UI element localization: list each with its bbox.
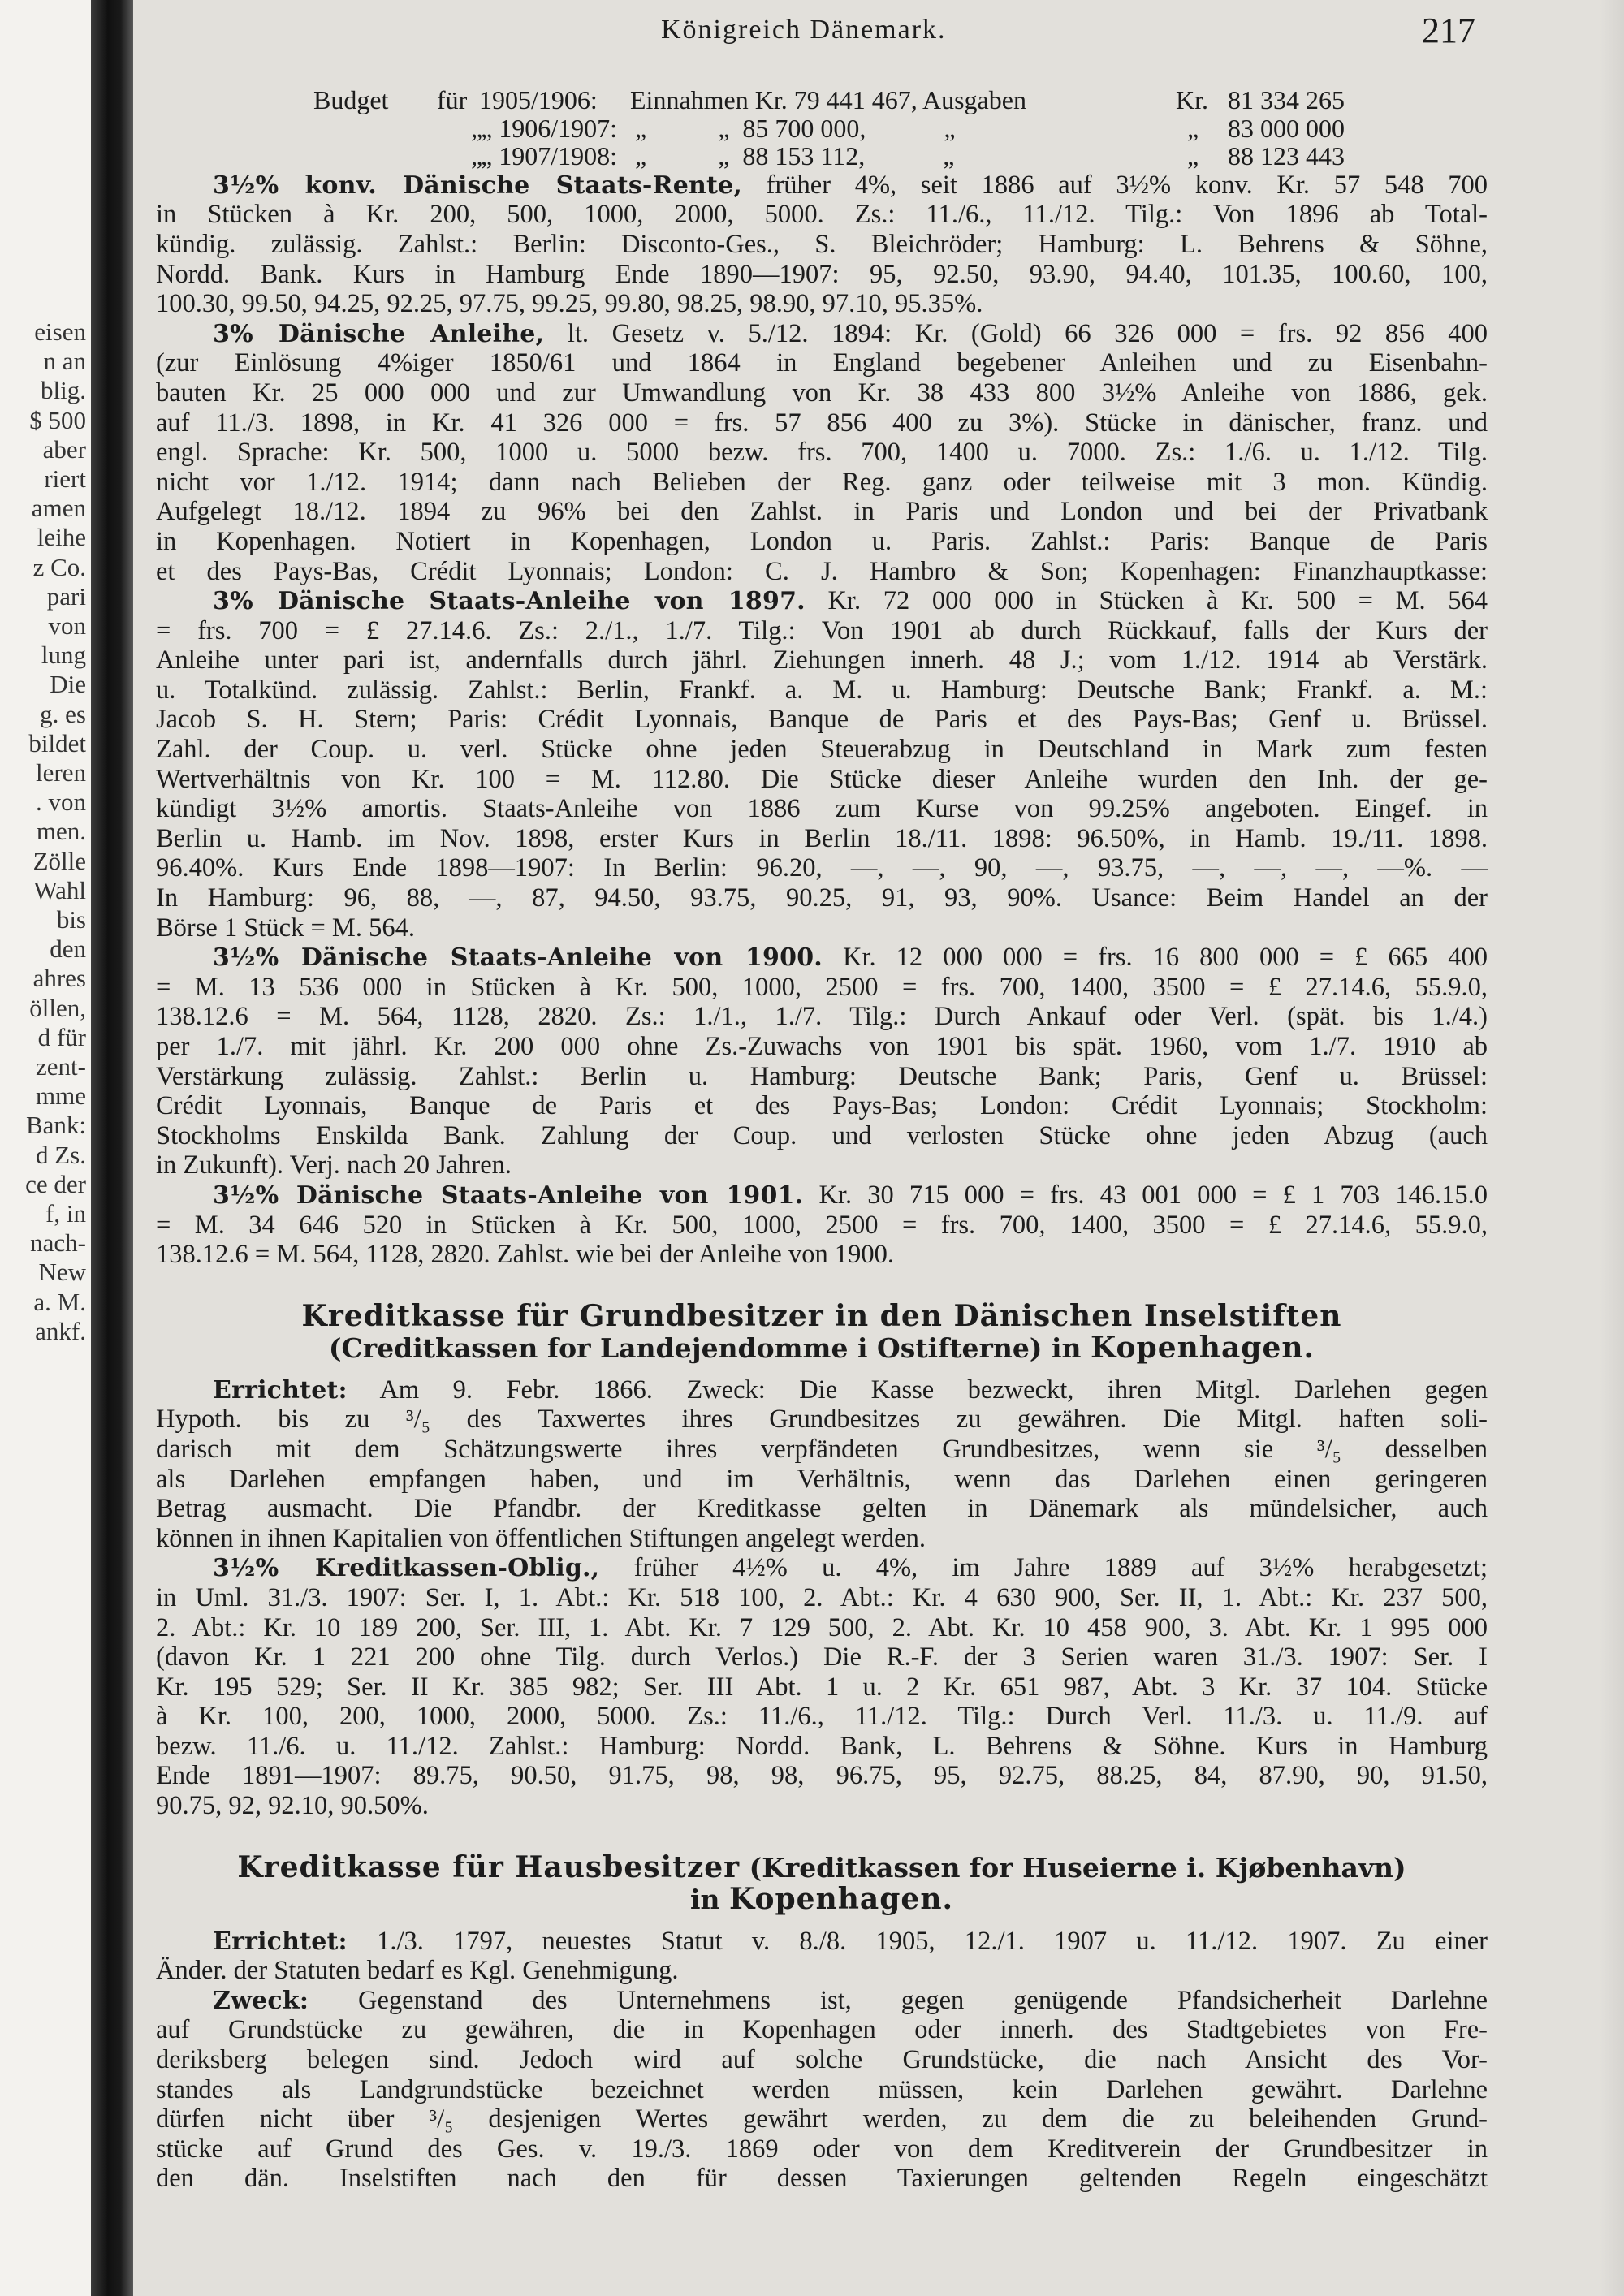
text-line	[156, 1240, 1488, 1270]
text-line	[156, 2045, 1488, 2075]
budget-row	[156, 142, 1624, 170]
bold-lead: 3½% Dänische Staats-Anleihe von 1901.	[213, 1180, 804, 1210]
budget-desc: „ „ 88 153 112, „	[635, 141, 955, 171]
margin-fragment: ankf.	[35, 1316, 86, 1345]
budget-years: 1905/1906:	[479, 85, 598, 114]
line-text: dürfen nicht über ³/₅ desjenigen Wertes gewährt werden, zu dem die zu beleihenden Grund-	[156, 2104, 1488, 2134]
margin-fragment: amen	[31, 494, 86, 523]
section-grundbesitzer	[156, 1298, 1624, 1821]
book-page	[133, 0, 1624, 2296]
line-text: Kr. 195 529; Ser. II Kr. 385 982; Ser. III Abt. 1 u. 2 Kr. 651 987, Abt. 3 Kr. 37 104. Stücke	[156, 1672, 1488, 1702]
text-line	[156, 645, 1488, 675]
text-line	[156, 1732, 1488, 1762]
page-content	[156, 86, 1624, 2194]
text-line	[156, 1121, 1488, 1151]
budget-desc: „ „ 85 700 000, „	[635, 113, 956, 143]
text-line	[156, 1002, 1488, 1032]
line-text: deriksberg belegen sind. Jedoch wird auf solche Grundstücke, die nach Ansicht des Vor-	[156, 2045, 1488, 2075]
budget-amount: 81 334 265	[1228, 85, 1345, 114]
paragraph-kh-zweck	[156, 1986, 1624, 2194]
margin-fragment: den	[50, 934, 86, 964]
text-line	[156, 289, 1488, 319]
section-heading: Kreditkasse für Hausbesitzer (Kreditkassen for Huseierne i. Kjøbenhavn)	[237, 1849, 1406, 1884]
margin-fragment: bis	[56, 905, 86, 934]
line-text: Änder. der Statuten bedarf es Kgl. Genehmigung.	[156, 1956, 679, 1986]
margin-fragment: $ 500	[29, 405, 86, 434]
bold-lead: 3½% konv. Dänische Staats-Rente,	[213, 170, 742, 200]
line-text: Verstärkung zulässig. Zahlst.: Berlin u. Hamburg: Deutsche Bank; Paris, Genf u. Brüssel:	[156, 1061, 1488, 1091]
text-line	[156, 973, 1488, 1003]
line-text: Börse 1 Stück = M. 564.	[156, 913, 415, 943]
text-line	[156, 1150, 1488, 1180]
line-text: bezw. 11./6. u. 11./12. Zahlst.: Hamburg: Nordd. Bank, L. Behrens & Söhne. Kurs in Hamburg	[156, 1731, 1488, 1761]
margin-fragment: von	[48, 611, 86, 640]
text-line	[156, 260, 1488, 290]
text-line	[156, 1986, 1488, 2016]
text-line	[156, 319, 1488, 349]
section-subheading: in Kopenhagen.	[689, 1881, 954, 1916]
margin-fragment: d für	[37, 1022, 86, 1051]
margin-fragment: Bank:	[25, 1111, 86, 1140]
text-line	[156, 1435, 1488, 1465]
paragraph-anleihe1900	[156, 943, 1624, 1180]
line-text: den dän. Inselstiften nach den für dessen Taxierungen geltenden Regeln eingeschätzt	[156, 2164, 1488, 2194]
text-line	[156, 348, 1488, 378]
text-line	[156, 1180, 1488, 1211]
margin-fragment: a. M.	[33, 1287, 86, 1316]
line-text: Betrag ausmacht. Die Pfandbr. der Kreditkasse gelten in Dänemark als mündelsicher, auch	[156, 1494, 1488, 1524]
paragraph-kh-errichtet	[156, 1927, 1624, 1986]
text-line	[156, 438, 1488, 468]
line-text: Zahl. der Coup. u. verl. Stücke ohne jeden Steuerabzug in Deutschland in Mark zum festen	[156, 735, 1488, 765]
section-hausbesitzer	[156, 1849, 1624, 2194]
line-text: u. Totalkünd. zulässig. Zahlst.: Berlin, Frankf. a. M. u. Hamburg: Deutsche Bank; Frankf. a. M.:	[156, 675, 1488, 705]
line-text: früher 4%, seit 1886 auf 3½% konv. Kr. 57 548 700	[742, 170, 1488, 200]
text-line	[156, 794, 1488, 824]
bold-lead: Zweck:	[213, 1986, 309, 2015]
line-text: (zur Einlösung 4%iger 1850/61 und 1864 in England begebener Anleihen und zu Eisenbahn-	[156, 348, 1488, 378]
margin-fragment: blig.	[41, 376, 86, 405]
text-line	[156, 2104, 1488, 2134]
margin-fragment: aber	[42, 434, 86, 464]
line-text: Crédit Lyonnais, Banque de Paris et des Pays-Bas; London: Crédit Lyonnais; Stockholm:	[156, 1091, 1488, 1121]
line-text: 2. Abt.: Kr. 10 189 200, Ser. III, 1. Abt. Kr. 7 129 500, 2. Abt. Kr. 10 458 900, 3. Abt. Kr. 1 995 000	[156, 1612, 1488, 1642]
text-line	[156, 378, 1488, 408]
line-text: 90.75, 92, 92.10, 90.50%.	[156, 1791, 429, 1821]
line-text: Kr. 12 000 000 = frs. 16 800 000 = £ 665 400	[822, 943, 1488, 973]
line-text: Anleihe unter pari ist, andernfalls durch jährl. Ziehungen innerh. 48 J.; vom 1./12. 1914 ab Verstärk.	[156, 645, 1488, 675]
text-line	[156, 1032, 1488, 1062]
budget-prefix: „	[471, 113, 483, 143]
line-text: 1./3. 1797, neuestes Statut v. 8./8. 1905, 12./1. 1907 u. 11./12. 1907. Zu einer	[347, 1926, 1488, 1956]
line-text: auf 11./3. 1898, in Kr. 41 326 000 = frs. 57 856 400 zu 3%). Stücke in dänischer, franz. und	[156, 408, 1488, 438]
section-paragraphs	[156, 1927, 1624, 2194]
text-line	[156, 765, 1488, 795]
line-text: darisch mit dem Schätzungswerte ihres verpfändeten Grundbesitzes, wenn sie ³/₅ desselben	[156, 1434, 1488, 1464]
line-text: Jacob S. H. Stern; Paris: Crédit Lyonnais, Banque de Paris et des Pays-Bas; Genf u. Brüssel.	[156, 705, 1488, 735]
running-title: Königreich Dänemark.	[661, 15, 947, 45]
margin-fragment: riert	[44, 464, 86, 493]
text-line	[156, 557, 1488, 587]
bold-lead: 3% Dänische Staats-Anleihe von 1897.	[213, 587, 806, 616]
line-text: et des Pays-Bas, Crédit Lyonnais; London: C. J. Hambro & Son; Kopenhagen: Finanzhauptkasse:	[156, 556, 1488, 586]
budget-block	[156, 86, 1624, 170]
margin-fragment: d Zs.	[36, 1140, 86, 1169]
line-text: Nordd. Bank. Kurs in Hamburg Ende 1890—1907: 95, 92.50, 93.90, 94.40, 101.35, 100.60, 100,	[156, 259, 1488, 289]
text-line	[156, 1062, 1488, 1092]
margin-fragment: ahres	[32, 964, 86, 993]
line-text: kündig. zulässig. Zahlst.: Berlin: Disconto-Ges., S. Bleichröder; Hamburg: L. Behrens & Söhne,	[156, 229, 1488, 259]
text-line	[156, 200, 1488, 230]
line-text: stücke auf Grund des Ges. v. 19./3. 1869 oder von dem Kreditverein der Grundbesitzer in	[156, 2134, 1488, 2164]
line-text: Kr. 72 000 000 in Stücken à Kr. 500 = M. 564	[805, 586, 1488, 616]
text-line	[156, 913, 1488, 943]
line-text: in Kopenhagen. Notiert in Kopenhagen, London u. Paris. Zahlst.: Paris: Banque de Paris	[156, 526, 1488, 556]
line-text: 138.12.6 = M. 564, 1128, 2820. Zahlst. wie bei der Anleihe von 1900.	[156, 1240, 894, 1270]
margin-fragment: g. es	[40, 699, 86, 728]
margin-fragment: ce der	[25, 1169, 86, 1198]
margin-fragment: Wahl	[33, 875, 86, 904]
text-line	[156, 675, 1488, 706]
bold-lead: 3½% Kreditkassen-Oblig.,	[213, 1554, 600, 1583]
line-text: auf Grundstücke zu gewähren, die in Kopenhagen oder innerh. des Stadtgebietes von Fre-	[156, 2015, 1488, 2045]
line-text: nicht vor 1./12. 1914; dann nach Belieben der Reg. ganz oder teilweise mit 3 mon. Kündig.	[156, 467, 1488, 497]
text-line	[156, 853, 1488, 883]
margin-fragment: . von	[36, 788, 86, 817]
margin-fragment: pari	[46, 581, 86, 611]
bold-lead: 3% Dänische Anleihe,	[213, 319, 545, 348]
margin-fragment: n an	[43, 347, 86, 376]
line-text: = M. 13 536 000 in Stücken à Kr. 500, 1000, 2500 = frs. 700, 1400, 3500 = £ 27.14.6, 55.9.0,	[156, 972, 1488, 1002]
budget-label: Budget	[313, 85, 389, 114]
page-number: 217	[1422, 11, 1475, 50]
text-line	[156, 468, 1488, 498]
budget-years: „ 1906/1907:	[481, 113, 617, 143]
text-line	[156, 943, 1488, 973]
budget-amount: 88 123 443	[1228, 141, 1345, 171]
text-line	[156, 1761, 1488, 1791]
text-line	[156, 1494, 1488, 1524]
text-line	[156, 1956, 1488, 1986]
text-line	[156, 527, 1488, 557]
budget-desc: Einnahmen Kr. 79 441 467, Ausgaben	[630, 85, 1026, 114]
text-line	[156, 2134, 1488, 2164]
line-text: in Uml. 31./3. 1907: Ser. I, 1. Abt.: Kr. 518 100, 2. Abt.: Kr. 4 630 900, Ser. II, 1. Abt.: Kr. 237 500,	[156, 1582, 1488, 1612]
text-line	[156, 408, 1488, 438]
text-line	[156, 497, 1488, 527]
line-text: à Kr. 100, 200, 1000, 2000, 5000. Zs.: 11./6., 11./12. Tilg.: Durch Verl. 11./3. u. 11./9. auf	[156, 1702, 1488, 1732]
margin-fragment: Zölle	[32, 846, 86, 875]
line-text: = frs. 700 = £ 27.14.6. Zs.: 2./1., 1./7. Tilg.: Von 1901 ab durch Rückkauf, falls der Kurs der	[156, 615, 1488, 645]
section-heading: Kreditkasse für Grundbesitzer in den Dänischen Inselstiften	[301, 1298, 1342, 1333]
paragraph-kg-oblig	[156, 1553, 1624, 1820]
line-text: als Darlehen empfangen haben, und im Verhältnis, wenn das Darlehen einen geringeren	[156, 1464, 1488, 1494]
margin-fragment: Die	[50, 670, 86, 699]
line-text: Stockholms Enskilda Bank. Zahlung der Coup. und verlosten Stücke ohne jeden Abzug (auch	[156, 1120, 1488, 1150]
text-line	[156, 1405, 1488, 1435]
margin-fragment: mme	[36, 1081, 86, 1111]
budget-prefix: „	[471, 141, 483, 171]
budget-row	[156, 114, 1624, 143]
text-line	[156, 1702, 1488, 1732]
margin-fragment: leihe	[37, 523, 86, 552]
line-text: 100.30, 99.50, 94.25, 92.25, 97.75, 99.25, 99.80, 98.25, 98.90, 97.10, 95.35%.	[156, 289, 983, 319]
line-text: Wertverhältnis von Kr. 100 = M. 112.80. Die Stücke dieser Anleihe wurden den Inh. der ge-	[156, 764, 1488, 794]
text-line	[156, 883, 1488, 913]
line-text: standes als Landgrundstücke bezeichnet werden müssen, kein Darlehen gewährt. Darlehne	[156, 2074, 1488, 2104]
line-text: können in ihnen Kapitalien von öffentlichen Stiftungen angelegt werden.	[156, 1523, 926, 1553]
section-paragraphs	[156, 1375, 1624, 1821]
line-text: Kr. 30 715 000 = frs. 43 001 000 = £ 1 703 146.15.0	[803, 1180, 1488, 1210]
page-header	[133, 10, 1489, 50]
line-text: Hypoth. bis zu ³/₅ des Taxwertes ihres Grundbesitzes zu gewähren. Die Mitgl. haften soli-	[156, 1405, 1488, 1435]
budget-prefix: für	[437, 85, 468, 114]
line-text: bauten Kr. 25 000 000 und zur Umwandlung von Kr. 38 433 800 3½% Anleihe von 1886, gek.	[156, 378, 1488, 408]
text-line	[156, 824, 1488, 854]
line-text: kündigt 3½% amortis. Staats-Anleihe von 1886 zum Kurse von 99.25% angeboten. Eingef. in	[156, 794, 1488, 824]
text-line	[156, 230, 1488, 260]
facing-page-margin	[0, 0, 91, 2296]
book-gutter	[91, 0, 133, 2296]
line-text: Gegenstand des Unternehmens ist, gegen genügende Pfandsicherheit Darlehne	[309, 1985, 1488, 2015]
budget-amount: 83 000 000	[1228, 113, 1345, 143]
budget-kr: Kr.	[1176, 85, 1208, 114]
paragraph-anleihe1897	[156, 586, 1624, 943]
budget-kr: „	[1187, 113, 1199, 143]
line-text: in Zukunft). Verj. nach 20 Jahren.	[156, 1150, 512, 1180]
line-text: Ende 1891—1907: 89.75, 90.50, 91.75, 98, 98, 96.75, 95, 92.75, 88.25, 84, 87.90, 90, 91.50,	[156, 1761, 1488, 1791]
text-line	[156, 586, 1488, 616]
margin-fragment: öllen,	[29, 993, 86, 1022]
text-line	[156, 170, 1488, 201]
text-line	[156, 2075, 1488, 2105]
margin-fragment: f, in	[45, 1199, 86, 1228]
margin-fragment: bildet	[28, 728, 86, 757]
text-line	[156, 1553, 1488, 1583]
text-line	[156, 1091, 1488, 1121]
line-text: per 1./7. mit jährl. Kr. 200 000 ohne Zs.-Zuwachs von 1901 bis spät. 1960, vom 1./7. 1910 ab	[156, 1032, 1488, 1061]
paragraph-kg-errichtet	[156, 1375, 1624, 1554]
budget-years: „ 1907/1908:	[481, 141, 617, 171]
line-text: Am 9. Febr. 1866. Zweck: Die Kasse bezweckt, ihren Mitgl. Darlehen gegen	[347, 1375, 1488, 1405]
line-text: Berlin u. Hamb. im Nov. 1898, erster Kurs in Berlin 18./11. 1898: 96.50%, in Hamb. 19./11. 1898.	[156, 823, 1488, 853]
bond-paragraphs	[156, 170, 1624, 1270]
line-text: engl. Sprache: Kr. 500, 1000 u. 5000 bezw. frs. 700, 1400 u. 7000. Zs.: 1./6. u. 1./12. Tilg.	[156, 438, 1488, 468]
line-text: lt. Gesetz v. 5./12. 1894: Kr. (Gold) 66 326 000 = frs. 92 856 400	[544, 318, 1488, 348]
text-line	[156, 1672, 1488, 1703]
line-text: 138.12.6 = M. 564, 1128, 2820. Zs.: 1./1., 1./7. Tilg.: Durch Ankauf oder Verl. (spät. bis 1./4.)	[156, 1002, 1488, 1032]
margin-fragment: eisen	[34, 317, 86, 346]
margin-fragment: men.	[36, 817, 86, 846]
text-line	[156, 705, 1488, 735]
margin-fragment: lung	[41, 641, 86, 670]
bold-lead: Errichtet:	[213, 1927, 348, 1956]
margin-fragment: New	[38, 1258, 86, 1287]
margin-fragment: z Co.	[32, 552, 86, 581]
line-text: in Stücken à Kr. 200, 500, 1000, 2000, 5000. Zs.: 11./6., 11./12. Tilg.: Von 1896 ab Total-	[156, 200, 1488, 230]
paragraph-anleihe1894	[156, 319, 1624, 586]
section-subheading: (Creditkassen for Landejendomme i Ostifterne) in Kopenhagen.	[328, 1330, 1315, 1365]
text-line	[156, 1465, 1488, 1495]
text-line	[156, 1613, 1488, 1643]
line-text: = M. 34 646 520 in Stücken à Kr. 500, 1000, 2500 = frs. 700, 1400, 3500 = £ 27.14.6, 55.9.0,	[156, 1210, 1488, 1240]
text-line	[156, 1211, 1488, 1241]
text-line	[156, 1375, 1488, 1405]
margin-fragment: zent-	[36, 1052, 86, 1081]
line-text: früher 4½% u. 4%, im Jahre 1889 auf 3½% herabgesetzt;	[599, 1553, 1488, 1583]
bold-lead: 3½% Dänische Staats-Anleihe von 1900.	[213, 943, 823, 973]
line-text: 96.40%. Kurs Ende 1898—1907: In Berlin: 96.20, —, —, 90, —, 93.75, —, —, —, —%. —	[156, 853, 1488, 883]
text-line	[156, 2164, 1488, 2194]
text-line	[156, 735, 1488, 765]
line-text: Aufgelegt 18./12. 1894 zu 96% bei den Zahlst. in Paris und London und bei der Privatbank	[156, 497, 1488, 527]
margin-fragment: leren	[36, 758, 86, 787]
text-line	[156, 1642, 1488, 1672]
budget-row	[156, 86, 1624, 114]
text-line	[156, 1927, 1488, 1957]
line-text: In Hamburg: 96, 88, —, 87, 94.50, 93.75, 90.25, 91, 93, 90%. Usance: Beim Handel an der	[156, 883, 1488, 913]
text-line	[156, 2015, 1488, 2045]
paragraph-anleihe1901	[156, 1180, 1624, 1270]
bold-lead: Errichtet:	[213, 1375, 348, 1405]
text-line	[156, 1524, 1488, 1554]
text-line	[156, 616, 1488, 646]
paragraph-rente	[156, 170, 1624, 319]
text-line	[156, 1791, 1488, 1821]
line-text: (davon Kr. 1 221 200 ohne Tilg. durch Verlos.) Die R.-F. der 3 Serien waren 31./3. 1907: Ser. I	[156, 1642, 1488, 1672]
text-line	[156, 1583, 1488, 1613]
margin-fragment: nach-	[30, 1228, 86, 1258]
budget-kr: „	[1187, 141, 1199, 171]
